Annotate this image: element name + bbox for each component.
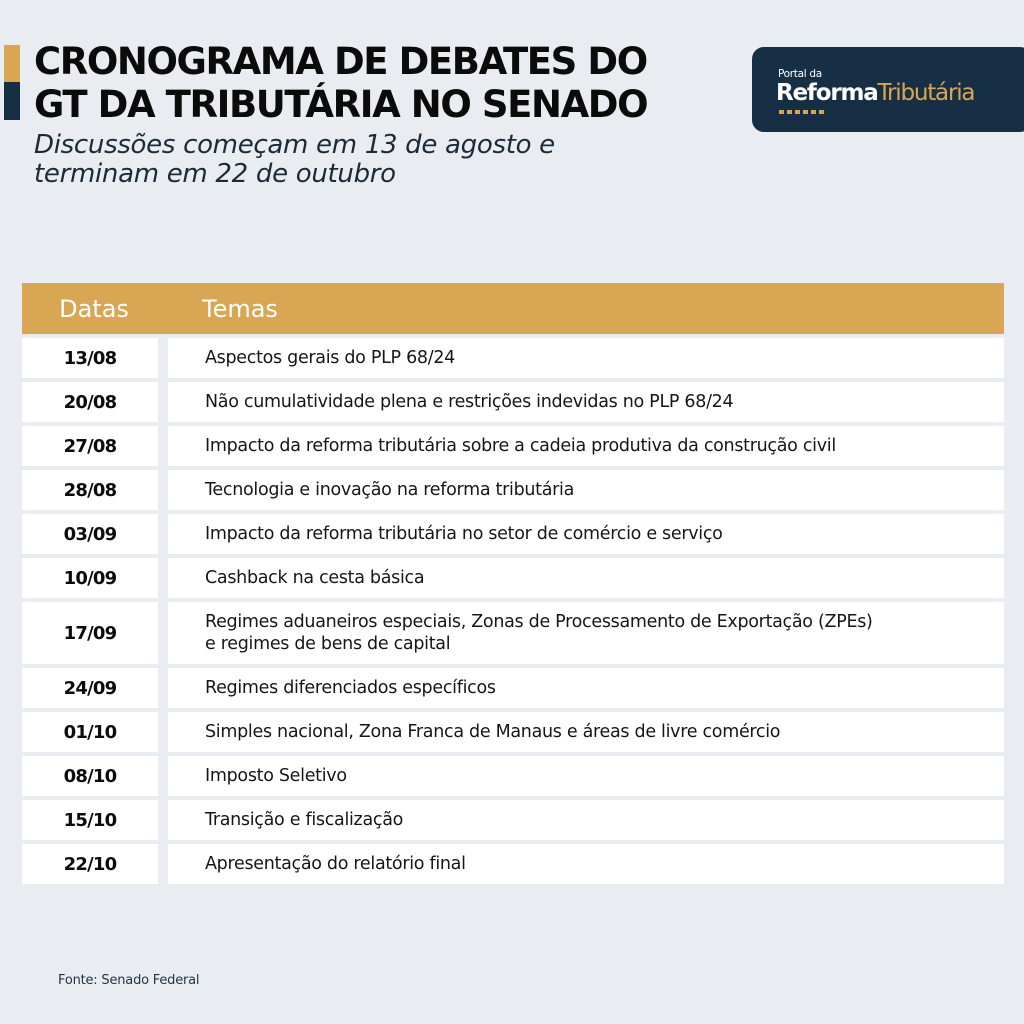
row-date: 20/08 (22, 382, 158, 422)
title-line-1: CRONOGRAMA DE DEBATES DO (34, 40, 647, 83)
row-theme (168, 602, 1004, 664)
row-date: 08/10 (22, 756, 158, 796)
table-row (22, 602, 1004, 664)
accent-bar-gold (4, 45, 20, 82)
logo-dots-icon (779, 110, 824, 114)
row-theme-line: Regimes diferenciados específicos (205, 678, 496, 698)
logo-word-light: Tributária (877, 80, 975, 106)
row-date: 27/08 (22, 426, 158, 466)
row-theme-line: Transição e fiscalização (205, 810, 404, 830)
table-row (22, 338, 1004, 378)
logo-wordmark (776, 80, 974, 106)
portal-logo (752, 47, 1024, 132)
table-row (22, 668, 1004, 708)
subtitle (34, 131, 555, 189)
table-row (22, 514, 1004, 554)
table-row (22, 558, 1004, 598)
table-row (22, 712, 1004, 752)
row-theme-line: Impacto da reforma tributária sobre a cadeia produtiva da construção civil (205, 436, 836, 456)
row-theme (168, 844, 1004, 884)
table-row (22, 844, 1004, 884)
source-note: Fonte: Senado Federal (58, 973, 200, 988)
table-body (22, 338, 1004, 884)
logo-word-bold: Reforma (776, 80, 878, 106)
row-theme-line: Apresentação do relatório final (205, 854, 466, 874)
title-line-2: GT DA TRIBUTÁRIA NO SENADO (34, 83, 648, 126)
row-date: 13/08 (22, 338, 158, 378)
subtitle-line-2: terminam em 22 de outubro (34, 159, 396, 189)
row-theme (168, 756, 1004, 796)
row-theme (168, 668, 1004, 708)
row-theme-line: Regimes aduaneiros especiais, Zonas de Processamento de Exportação (ZPEs) (205, 612, 873, 632)
table-header (22, 283, 1004, 334)
row-theme-line: Impacto da reforma tributária no setor de comércio e serviço (205, 524, 723, 544)
row-theme (168, 800, 1004, 840)
subtitle-line-1: Discussões começam em 13 de agosto e (34, 130, 555, 160)
row-date: 03/09 (22, 514, 158, 554)
row-date: 15/10 (22, 800, 158, 840)
row-theme (168, 558, 1004, 598)
row-theme-line: e regimes de bens de capital (205, 634, 451, 654)
table-row (22, 382, 1004, 422)
table-row (22, 756, 1004, 796)
row-date: 28/08 (22, 470, 158, 510)
row-date: 24/09 (22, 668, 158, 708)
column-header-themes: Temas (202, 294, 278, 323)
row-theme (168, 712, 1004, 752)
column-header-dates: Datas (59, 294, 129, 323)
accent-bar-navy (4, 82, 20, 120)
row-date: 10/09 (22, 558, 158, 598)
row-theme-line: Imposto Seletivo (205, 766, 347, 786)
logo-small-text: Portal da (778, 68, 822, 80)
row-theme-line: Simples nacional, Zona Franca de Manaus e áreas de livre comércio (205, 722, 781, 742)
row-theme (168, 470, 1004, 510)
row-theme (168, 426, 1004, 466)
row-theme (168, 338, 1004, 378)
table-row (22, 470, 1004, 510)
table-row (22, 426, 1004, 466)
row-theme-line: Não cumulatividade plena e restrições indevidas no PLP 68/24 (205, 392, 734, 412)
row-date: 17/09 (22, 602, 158, 664)
row-theme (168, 382, 1004, 422)
row-theme (168, 514, 1004, 554)
table-row (22, 800, 1004, 840)
schedule-table (22, 283, 1004, 888)
row-date: 01/10 (22, 712, 158, 752)
row-theme-line: Aspectos gerais do PLP 68/24 (205, 348, 455, 368)
row-date: 22/10 (22, 844, 158, 884)
row-theme-line: Tecnologia e inovação na reforma tributária (205, 480, 575, 500)
page-title (34, 40, 647, 126)
row-theme-line: Cashback na cesta básica (205, 568, 425, 588)
